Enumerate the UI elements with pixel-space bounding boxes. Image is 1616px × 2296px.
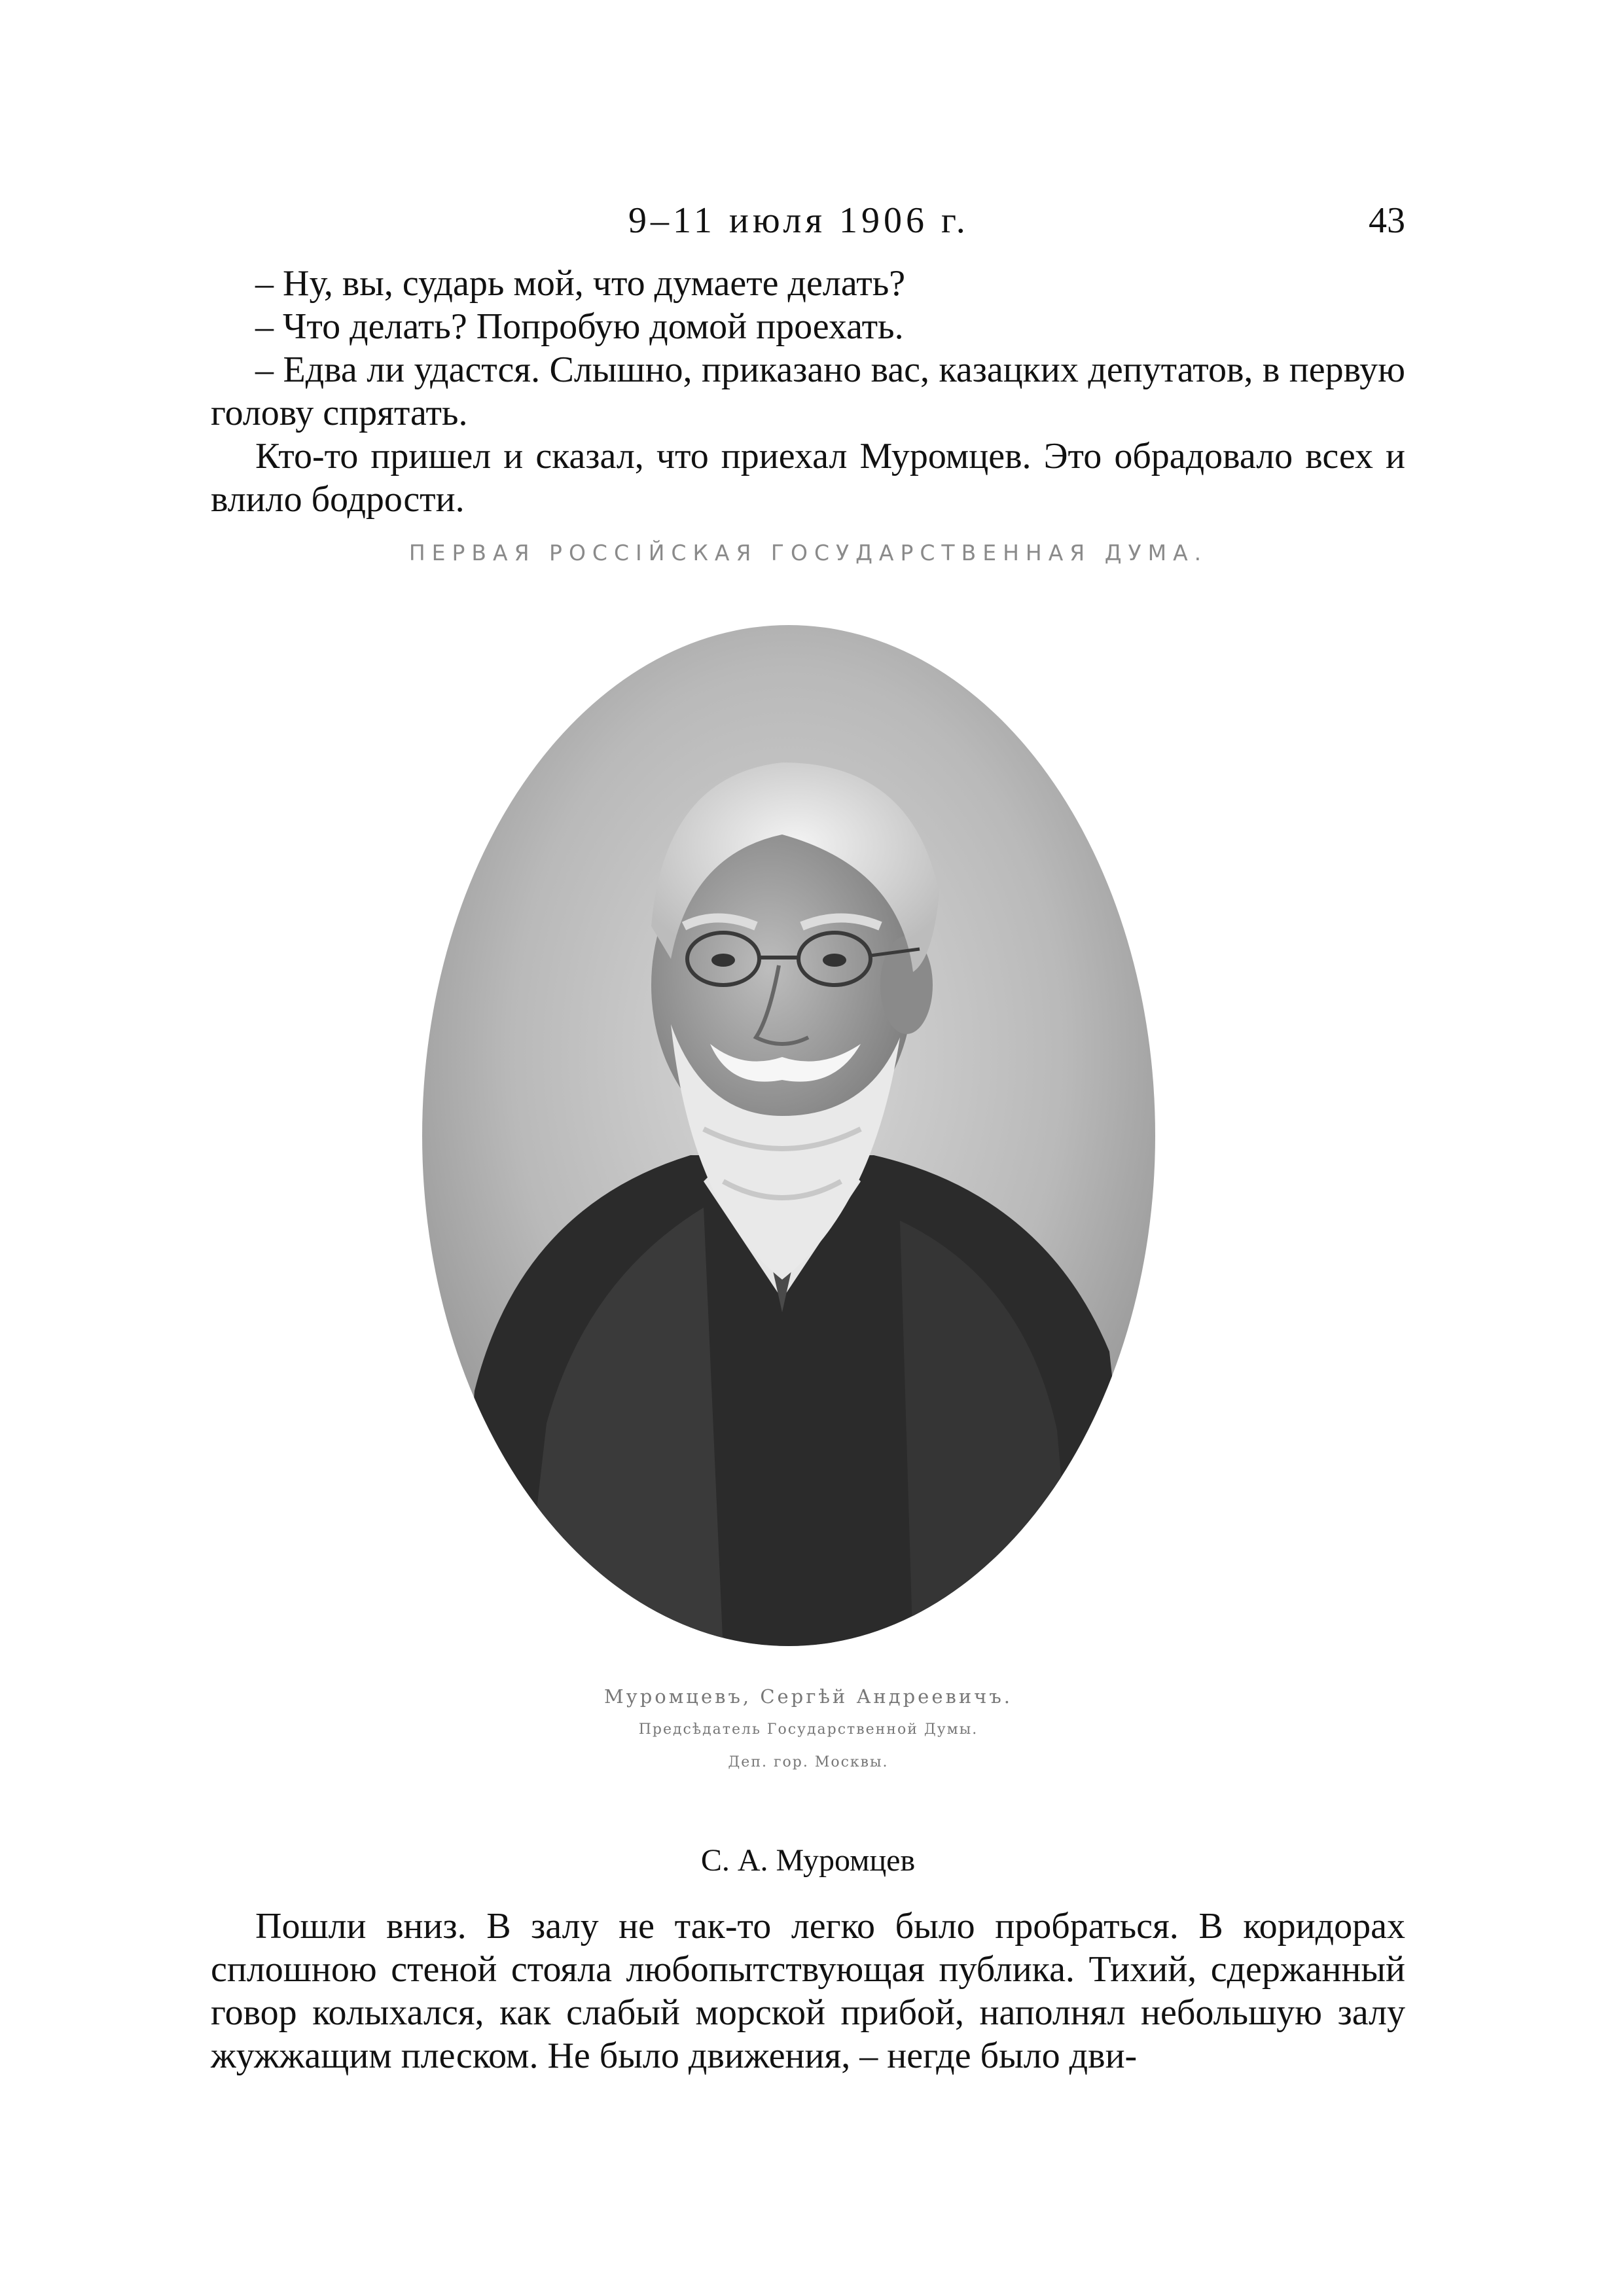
- paragraph: Кто-то пришел и сказал, что приехал Муромцев. Это обрадовало всех и влило бодрости.: [211, 436, 1405, 520]
- plate-city: Деп. гор. Москвы.: [728, 1754, 889, 1770]
- paragraph: Пошли вниз. В залу не так-то легко было пробраться. В коридорах сплошною стеной стояла любопытствующая публика. Тихий, сдержанный говор колыхался, как слабый морской прибой, наполнял небольшую залу жужжащим плеском. Не было движения, – негде было дви-: [211, 1906, 1405, 2076]
- paragraph: – Ну, вы, сударь мой, что думаете делать?: [255, 263, 906, 304]
- running-head: 9–11 июля 1906 г.: [628, 200, 969, 241]
- portrait-plate: [327, 533, 1289, 1810]
- paragraph: – Что делать? Попробую домой проехать.: [255, 306, 904, 347]
- portrait-image: [416, 619, 1162, 1653]
- plate-role: Предсѣдатель Государственной Думы.: [638, 1721, 979, 1738]
- bottom-text-block: [211, 1905, 1405, 2077]
- plate-header: ПЕРВАЯ РОССІЙСКАЯ ГОСУДАРСТВЕННАЯ ДУМА.: [408, 540, 1208, 565]
- page-number: 43: [1369, 200, 1405, 241]
- plate-name: Муромцевъ, Сергѣй Андреевичъ.: [603, 1685, 1013, 1708]
- top-text-block: [211, 262, 1405, 521]
- paragraph: – Едва ли удастся. Слышно, приказано вас, казацких депутатов, в первую голову спрятать.: [211, 350, 1405, 433]
- figure-caption: С. А. Муромцев: [700, 1843, 916, 1878]
